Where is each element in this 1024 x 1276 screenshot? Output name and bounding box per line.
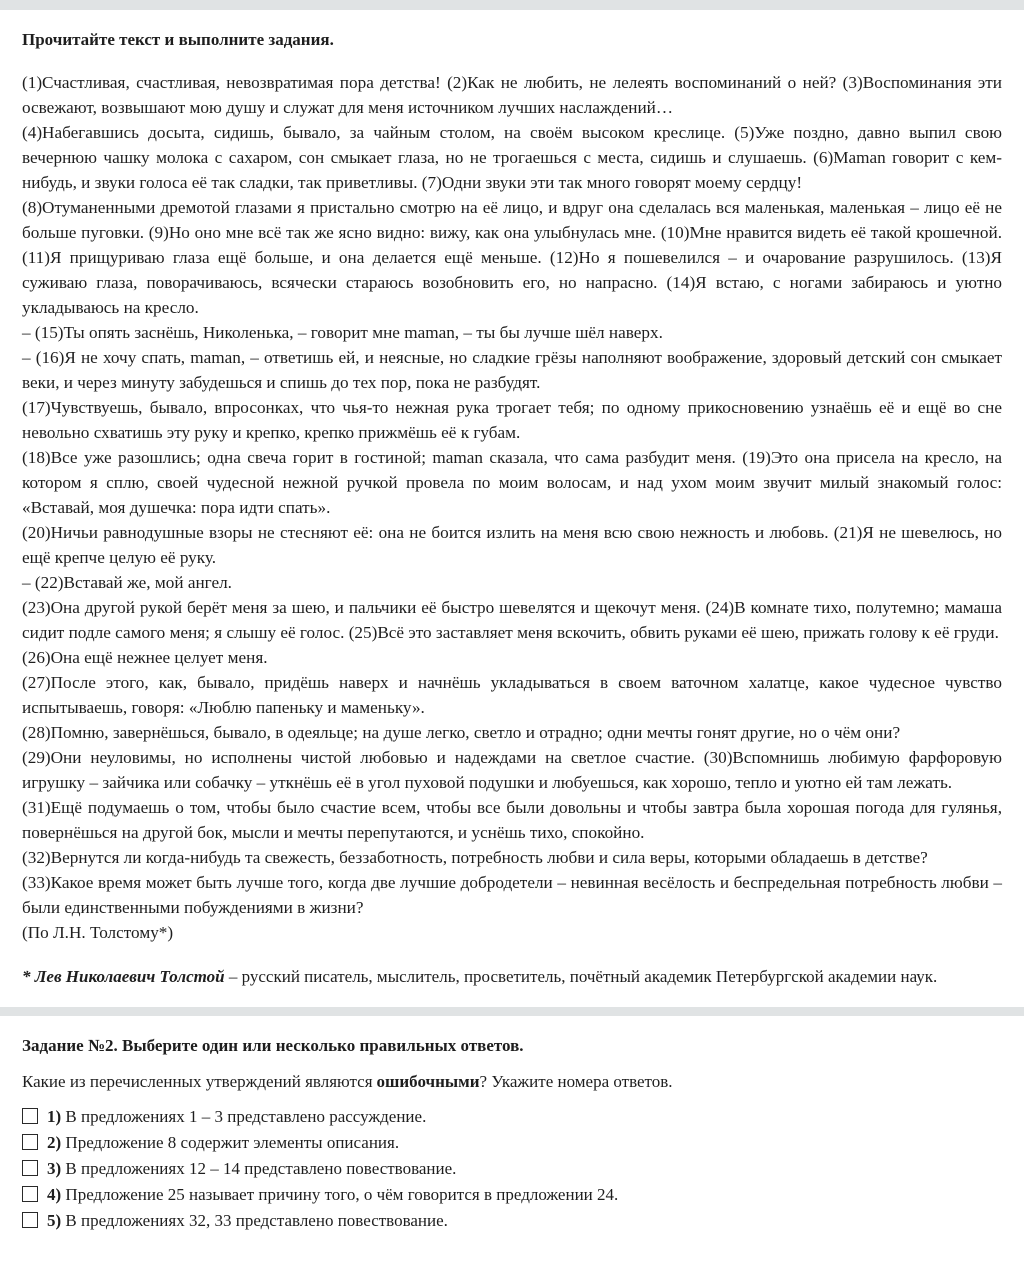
reading-section	[0, 28, 1024, 989]
answer-option-2	[22, 1130, 1002, 1156]
option-number: 3)	[47, 1159, 62, 1178]
checkbox-option-5[interactable]	[22, 1212, 38, 1228]
passage-paragraph: (1)Счастливая, счастливая, невозвратимая пора детства! (2)Как не любить, не лелеять воспоминаний о ней? (3)Воспоминания эти освежают, возвышают мою душу и служат для меня источником лучших наслаждений…	[22, 73, 1002, 117]
reading-passage	[22, 70, 1002, 945]
option-number: 1)	[47, 1107, 62, 1126]
passage-paragraph: (26)Она ещё нежнее целует меня.	[22, 648, 268, 667]
task-question	[22, 1070, 1002, 1094]
answer-option-4	[22, 1182, 1002, 1208]
checkbox-option-1[interactable]	[22, 1108, 38, 1124]
section-divider	[0, 1007, 1024, 1016]
question-text: Какие из перечисленных утверждений являются	[22, 1072, 373, 1091]
question-keyword: ошибочными	[376, 1072, 480, 1091]
passage-paragraph: (18)Все уже разошлись; одна свеча горит в гостиной; maman сказала, что сама разбудит меня. (19)Это она присела на кресло, на котором я сплю, своей чудесной нежной ручкой провела по моим волосам, и над ухом моим звучит милый знакомый голос: «Вставай, моя душечка: пора идти спать».	[22, 448, 1002, 517]
passage-paragraph: (31)Ещё подумаешь о том, чтобы было счастие всем, чтобы все были довольны и чтобы завтра была хорошая погода для гулянья, повернёшься на другой бок, мысли и мечты перепутаются, и уснёшь тихо, спокойно.	[22, 798, 1002, 842]
footnote	[22, 965, 1002, 989]
checkbox-option-2[interactable]	[22, 1134, 38, 1150]
option-text: В предложениях 12 – 14 представлено повествование.	[61, 1159, 457, 1178]
task-title: Задание №2. Выберите один или несколько правильных ответов.	[22, 1036, 524, 1055]
passage-paragraph: – (16)Я не хочу спать, maman, – ответишь ей, и неясные, но сладкие грёзы наполняют воображение, здоровый детский сон смыкает веки, и через минуту забудешься и спишь до тех пор, пока не разбудят.	[22, 348, 1002, 392]
passage-paragraph: (20)Ничьи равнодушные взоры не стесняют её: она не боится излить на меня всю свою нежность и любовь. (21)Я не шевелюсь, но ещё крепче целую её руку.	[22, 523, 1002, 567]
passage-paragraph: (4)Набегавшись досыта, сидишь, бывало, за чайным столом, на своём высоком креслице. (5)Уже поздно, давно выпил свою вечернюю чашку молока с сахаром, сон смыкает глаза, но не трогаешься с места, сидишь и слушаешь. (6)Maman говорит с кем-нибудь, и звуки голоса её так сладки, так приветливы. (7)Одни звуки эти так много говорят моему сердцу!	[22, 123, 1002, 192]
answer-option-3	[22, 1156, 1002, 1182]
passage-paragraph: (17)Чувствуешь, бывало, впросонках, что чья-то нежная рука трогает тебя; по одному прикосновению узнаёшь её и ещё во сне невольно схватишь эту руку и крепко, крепко прижмёшь её к губам.	[22, 398, 1002, 442]
author-attribution: (По Л.Н. Толстому*)	[22, 923, 174, 942]
option-text: В предложениях 1 – 3 представлено рассуждение.	[61, 1107, 427, 1126]
passage-paragraph: (29)Они неуловимы, но исполнены чистой любовью и надеждами на светлое счастие. (30)Вспомнишь любимую фарфоровую игрушку – зайчика или собачку – уткнёшь её в угол пуховой подушки и любуешься, как хорошо, тепло и уютно ей там лежать.	[22, 748, 1002, 792]
option-number: 4)	[47, 1185, 62, 1204]
passage-paragraph: (33)Какое время может быть лучше того, когда две лучшие добродетели – невинная весёлость и беспредельная потребность любви – были единственными побуждениями в жизни?	[22, 873, 1002, 917]
passage-paragraph: (32)Вернутся ли когда-нибудь та свежесть, беззаботность, потребность любви и сила веры, которыми обладаешь в детстве?	[22, 848, 928, 867]
checkbox-option-4[interactable]	[22, 1186, 38, 1202]
answer-option-5	[22, 1208, 1002, 1234]
answer-options	[22, 1104, 1002, 1234]
task-section	[0, 1034, 1024, 1234]
footnote-author: * Лев Николаевич Толстой	[22, 967, 225, 986]
instructions-heading: Прочитайте текст и выполните задания.	[22, 30, 334, 49]
option-number: 5)	[47, 1211, 62, 1230]
option-number: 2)	[47, 1133, 62, 1152]
option-text: Предложение 8 содержит элементы описания.	[61, 1133, 400, 1152]
passage-paragraph: (8)Отуманенными дремотой глазами я пристально смотрю на её лицо, и вдруг она сделалась вся маленькая, маленькая – лицо её не больше пуговки. (9)Но оно мне всё так же ясно видно: вижу, как она улыбнулась мне. (10)Мне нравится видеть её такой крошечной. (11)Я прищуриваю глаза ещё больше, и она делается ещё меньше. (12)Но я пошевелился – и очарование разрушилось. (13)Я суживаю глаза, поворачиваюсь, всячески стараюсь возобновить его, но напрасно. (14)Я встаю, с ногами забираюсь и уютно укладываюсь на кресло.	[22, 198, 1002, 317]
passage-paragraph: (28)Помню, завернёшься, бывало, в одеяльце; на душе легко, светло и отрадно; одни мечты гонят другие, но о чём они?	[22, 723, 901, 742]
passage-paragraph: (23)Она другой рукой берёт меня за шею, и пальчики её быстро шевелятся и щекочут меня. (24)В комнате тихо, полутемно; мамаша сидит подле самого меня; я слышу её голос. (25)Всё это заставляет меня вскочить, обвить руками её шею, прижать голову к её груди.	[22, 598, 1002, 642]
header-bar	[0, 0, 1024, 10]
option-text: В предложениях 32, 33 представлено повествование.	[61, 1211, 448, 1230]
checkbox-option-3[interactable]	[22, 1160, 38, 1176]
footnote-description: – русский писатель, мыслитель, просветитель, почётный академик Петербургской академии наук.	[224, 967, 938, 986]
option-text: Предложение 25 называет причину того, о чём говорится в предложении 24.	[61, 1185, 619, 1204]
passage-paragraph: (27)После этого, как, бывало, придёшь наверх и начнёшь укладываться в своем ваточном халатце, какое чудесное чувство испытываешь, говоря: «Люблю папеньку и маменьку».	[22, 673, 1002, 717]
answer-option-1	[22, 1104, 1002, 1130]
passage-paragraph: – (22)Вставай же, мой ангел.	[22, 573, 232, 592]
passage-paragraph: – (15)Ты опять заснёшь, Николенька, – говорит мне maman, – ты бы лучше шёл наверх.	[22, 323, 663, 342]
question-text-after: ? Укажите номера ответов.	[479, 1072, 673, 1091]
